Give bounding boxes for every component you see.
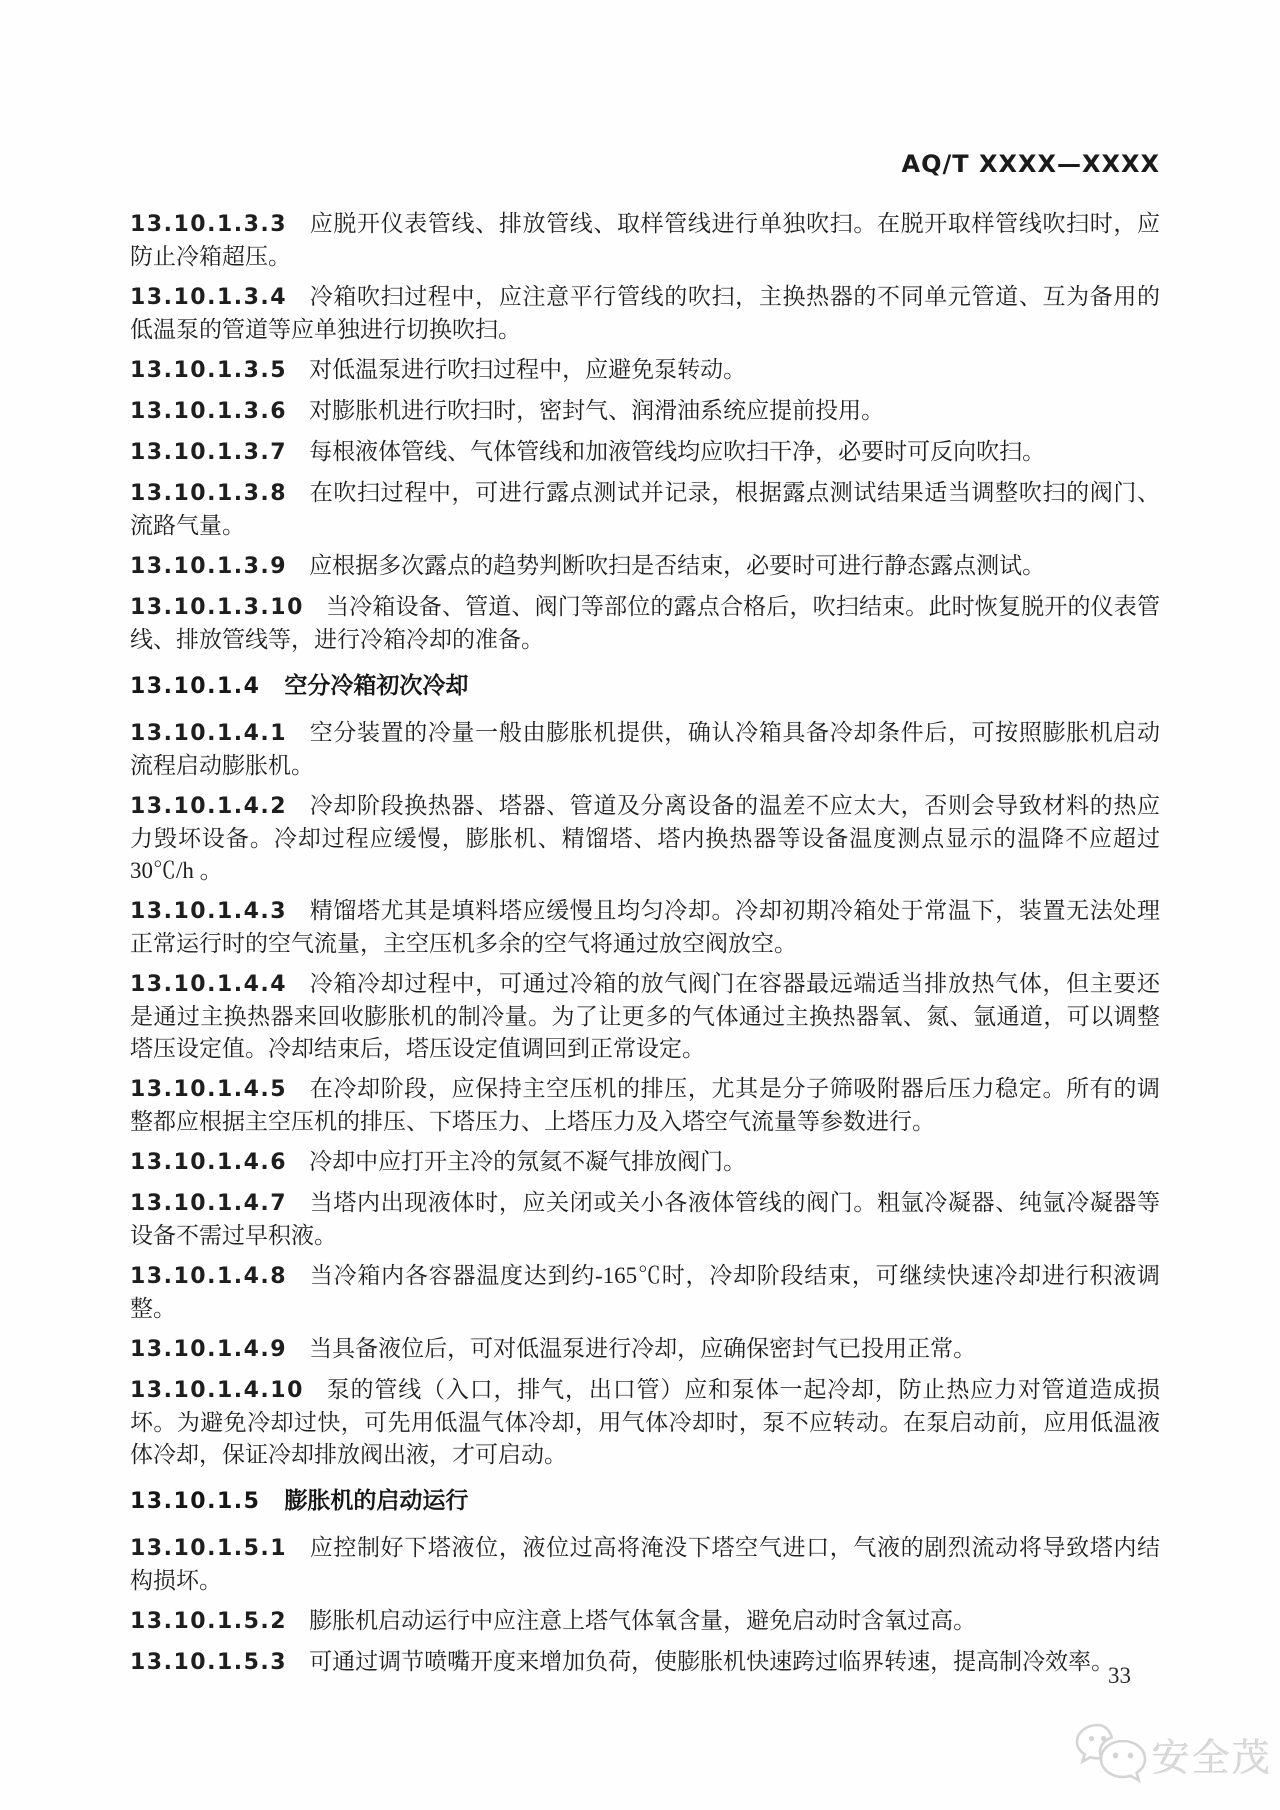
clause-number: 13.10.1.5 bbox=[130, 1489, 261, 1514]
clause-text: 冷箱吹扫过程中，应注意平行管线的吹扫，主换热器的不同单元管道、互为备用的低温泵的管道等应单独进行切换吹扫。 bbox=[130, 284, 1160, 342]
clause-paragraph bbox=[130, 550, 1160, 583]
clause-paragraph bbox=[130, 591, 1160, 656]
section-title: 空分冷箱初次冷却 bbox=[284, 673, 469, 699]
clause-paragraph bbox=[130, 436, 1160, 469]
clause-number: 13.10.1.3.7 bbox=[130, 440, 288, 465]
clause-paragraph bbox=[130, 281, 1160, 346]
clause-text: 在吹扫过程中，可进行露点测试并记录，根据露点测试结果适当调整吹扫的阀门、流路气量。 bbox=[130, 480, 1160, 538]
clause-paragraph bbox=[130, 477, 1160, 542]
clause-text: 对低温泵进行吹扫过程中，应避免泵转动。 bbox=[309, 357, 747, 382]
clause-paragraph bbox=[130, 1073, 1160, 1138]
clause-number: 13.10.1.4.8 bbox=[130, 1264, 288, 1289]
clause-paragraph bbox=[130, 354, 1160, 387]
clause-number: 13.10.1.4.9 bbox=[130, 1337, 288, 1362]
clause-text: 冷却中应打开主冷的氖氦不凝气排放阀门。 bbox=[309, 1149, 747, 1174]
clause-text: 当冷箱内各容器温度达到约-165℃时，冷却阶段结束，可继续快速冷却进行积液调整。 bbox=[130, 1263, 1160, 1321]
clause-number: 13.10.1.4.1 bbox=[130, 721, 288, 746]
clause-number: 13.10.1.3.6 bbox=[130, 399, 288, 424]
section-heading bbox=[130, 670, 1160, 703]
clause-number: 13.10.1.4.2 bbox=[130, 794, 288, 819]
clause-number: 13.10.1.5.2 bbox=[130, 1609, 288, 1634]
clause-text: 应脱开仪表管线、排放管线、取样管线进行单独吹扫。在脱开取样管线吹扫时，应防止冷箱超压。 bbox=[130, 211, 1160, 269]
clause-number: 13.10.1.5.1 bbox=[130, 1536, 288, 1561]
clause-text: 冷却阶段换热器、塔器、管道及分离设备的温差不应太大，否则会导致材料的热应力毁坏设备。冷却过程应缓慢，膨胀机、精馏塔、塔内换热器等设备温度测点显示的温降不应超过 30℃/h 。 bbox=[130, 793, 1160, 883]
clause-number: 13.10.1.3.3 bbox=[130, 212, 288, 237]
clause-number: 13.10.1.3.10 bbox=[130, 595, 304, 620]
standard-number: AQ/T XXXX—XXXX bbox=[901, 150, 1160, 178]
clause-text: 泵的管线（入口，排气，出口管）应和泵体一起冷却，防止热应力对管道造成损坏。为避免冷却过快，可先用低温气体冷却，用气体冷却时，泵不应转动。在泵启动前，应用低温液体冷却，保证冷却排放阀出液，才可启动。 bbox=[130, 1377, 1160, 1467]
watermark-text: 安全茂 bbox=[1152, 1735, 1273, 1780]
clause-paragraph bbox=[130, 790, 1160, 887]
clause-text: 膨胀机启动运行中应注意上塔气体氧含量，避免启动时含氧过高。 bbox=[309, 1608, 977, 1633]
document-body bbox=[130, 208, 1160, 1687]
clause-paragraph bbox=[130, 1333, 1160, 1366]
clause-number: 13.10.1.4.3 bbox=[130, 899, 288, 924]
page-number: 33 bbox=[1108, 1663, 1131, 1688]
clause-paragraph bbox=[130, 895, 1160, 960]
clause-paragraph bbox=[130, 717, 1160, 782]
clause-number: 13.10.1.4.5 bbox=[130, 1077, 288, 1102]
clause-text: 对膨胀机进行吹扫时，密封气、润滑油系统应提前投用。 bbox=[309, 398, 885, 423]
clause-paragraph bbox=[130, 1605, 1160, 1638]
clause-number: 13.10.1.4.10 bbox=[130, 1378, 304, 1403]
clause-number: 13.10.1.4.4 bbox=[130, 972, 288, 997]
clause-paragraph bbox=[130, 1532, 1160, 1597]
clause-paragraph bbox=[130, 1374, 1160, 1471]
clause-number: 13.10.1.4.6 bbox=[130, 1150, 288, 1175]
clause-paragraph bbox=[130, 1146, 1160, 1179]
watermark bbox=[1074, 1722, 1272, 1786]
clause-number: 13.10.1.3.4 bbox=[130, 285, 288, 310]
clause-paragraph bbox=[130, 1187, 1160, 1252]
clause-number: 13.10.1.4.7 bbox=[130, 1191, 288, 1216]
clause-number: 13.10.1.4 bbox=[130, 674, 261, 699]
clause-text: 可通过调节喷嘴开度来增加负荷，使膨胀机快速跨过临界转速，提高制冷效率。 bbox=[309, 1649, 1115, 1674]
page-header bbox=[130, 150, 1160, 178]
clause-text: 当塔内出现液体时，应关闭或关小各液体管线的阀门。粗氩冷凝器、纯氩冷凝器等设备不需过早积液。 bbox=[130, 1190, 1160, 1248]
clause-text: 空分装置的冷量一般由膨胀机提供，确认冷箱具备冷却条件后，可按照膨胀机启动流程启动膨胀机。 bbox=[130, 720, 1160, 778]
section-title: 膨胀机的启动运行 bbox=[284, 1488, 469, 1514]
wechat-bubbles-icon bbox=[1074, 1722, 1148, 1786]
clause-number: 13.10.1.5.3 bbox=[130, 1650, 288, 1675]
clause-paragraph bbox=[130, 968, 1160, 1065]
clause-text: 精馏塔尤其是填料塔应缓慢且均匀冷却。冷却初期冷箱处于常温下，装置无法处理正常运行时的空气流量，主空压机多余的空气将通过放空阀放空。 bbox=[130, 898, 1160, 956]
clause-number: 13.10.1.3.5 bbox=[130, 358, 288, 383]
clause-text: 冷箱冷却过程中，可通过冷箱的放气阀门在容器最远端适当排放热气体，但主要还是通过主换热器来回收膨胀机的制冷量。为了让更多的气体通过主换热器氧、氮、氩通道，可以调整塔压设定值。冷却结束后，塔压设定值调回到正常设定。 bbox=[130, 971, 1160, 1061]
clause-text: 在冷却阶段，应保持主空压机的排压，尤其是分子筛吸附器后压力稳定。所有的调整都应根据主空压机的排压、下塔压力、上塔压力及入塔空气流量等参数进行。 bbox=[130, 1076, 1160, 1134]
section-heading bbox=[130, 1485, 1160, 1518]
clause-text: 当冷箱设备、管道、阀门等部位的露点合格后，吹扫结束。此时恢复脱开的仪表管线、排放管线等，进行冷箱冷却的准备。 bbox=[130, 594, 1160, 652]
clause-paragraph bbox=[130, 208, 1160, 273]
clause-text: 应根据多次露点的趋势判断吹扫是否结束，必要时可进行静态露点测试。 bbox=[309, 553, 1046, 578]
clause-number: 13.10.1.3.9 bbox=[130, 554, 288, 579]
clause-text: 当具备液位后，可对低温泵进行冷却，应确保密封气已投用正常。 bbox=[309, 1336, 977, 1361]
clause-paragraph bbox=[130, 1646, 1160, 1679]
clause-text: 每根液体管线、气体管线和加液管线均应吹扫干净，必要时可反向吹扫。 bbox=[309, 439, 1046, 464]
clause-number: 13.10.1.3.8 bbox=[130, 481, 288, 506]
clause-paragraph bbox=[130, 1260, 1160, 1325]
clause-text: 应控制好下塔液位，液位过高将淹没下塔空气进口，气液的剧烈流动将导致塔内结构损坏。 bbox=[130, 1535, 1160, 1593]
clause-paragraph bbox=[130, 395, 1160, 428]
